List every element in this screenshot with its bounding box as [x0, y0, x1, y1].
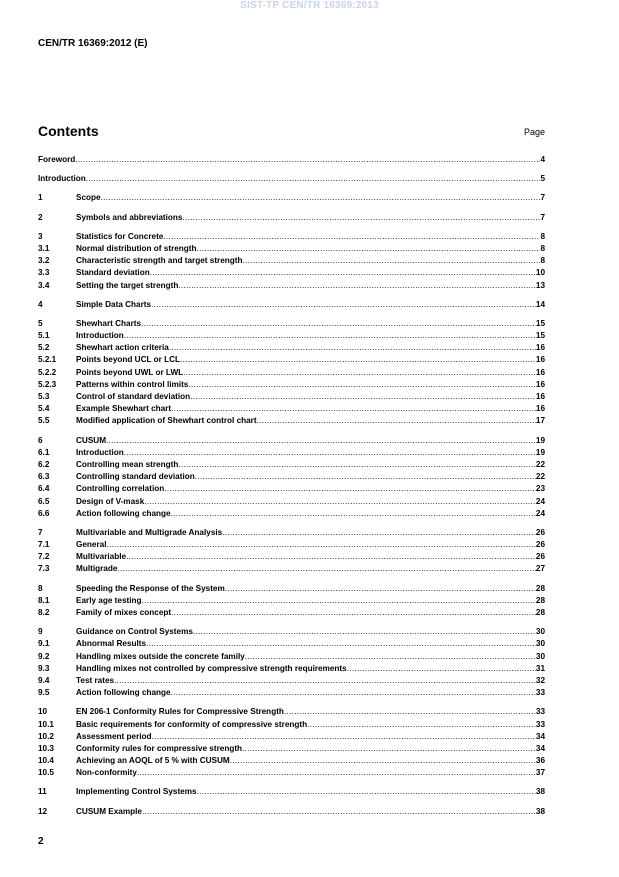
toc-entry[interactable] — [38, 380, 545, 392]
toc-entry[interactable] — [38, 596, 545, 608]
toc-entry-page: 36 — [535, 756, 545, 766]
toc-entry-number: 5.4 — [38, 404, 50, 414]
toc-entry-page: 13 — [535, 280, 545, 290]
toc-entry[interactable] — [38, 300, 545, 312]
toc-entry-number: 10.3 — [38, 743, 54, 753]
toc-entry-number: 9.4 — [38, 675, 50, 685]
toc-dot-leader — [242, 744, 536, 753]
toc-entry-title: General — [76, 540, 107, 550]
toc-entry-page: 26 — [535, 552, 545, 562]
toc-entry[interactable] — [38, 244, 545, 256]
toc-entry-number: 11 — [38, 787, 47, 797]
toc-entry-number: 10 — [38, 707, 48, 717]
toc-entry-title: Achieving an AOQL of 5 % with CUSUM — [76, 756, 230, 766]
toc-entry[interactable] — [38, 509, 545, 521]
toc-entry-title: CUSUM Example — [76, 806, 142, 816]
toc-entry[interactable] — [38, 676, 545, 688]
toc-entry-title: Basic requirements for conformity of compressive strength — [76, 719, 308, 729]
toc-entry-number: 10.4 — [38, 756, 54, 766]
toc-entry-title: Setting the target strength — [76, 280, 179, 290]
toc-entry[interactable] — [38, 174, 545, 186]
toc-entry-title: Design of V-mask — [76, 496, 145, 506]
toc-entry-title: Shewhart Charts — [76, 318, 142, 328]
toc-dot-leader — [178, 460, 536, 469]
toc-entry-page: 30 — [535, 627, 545, 637]
toc-entry[interactable] — [38, 484, 545, 496]
toc-entry-page: 16 — [535, 355, 545, 365]
toc-entry-title: Introduction — [38, 174, 86, 184]
toc-dot-leader — [180, 355, 536, 364]
toc-entry-page: 27 — [535, 564, 545, 574]
toc-dot-leader — [243, 256, 541, 265]
toc-entry-title: Early age testing — [76, 595, 142, 605]
toc-entry-title: Test rates — [76, 675, 115, 685]
toc-entry-page: 16 — [535, 392, 545, 401]
toc-entry-title: Handling mixes outside the concrete family — [76, 651, 245, 661]
toc-entry-title: Action following change — [76, 508, 171, 518]
toc-entry-page: 8 — [540, 256, 545, 266]
toc-entry-number: 1 — [38, 193, 43, 203]
toc-dot-leader — [164, 484, 536, 493]
toc-entry-number: 5 — [38, 318, 43, 328]
toc-entry[interactable] — [38, 639, 545, 651]
toc-dot-leader — [171, 688, 536, 697]
toc-entry-number: 6.4 — [38, 484, 50, 494]
toc-dot-leader — [197, 787, 536, 796]
toc-dot-leader — [141, 319, 536, 328]
toc-dot-leader — [146, 639, 536, 648]
toc-entry-number: 10.2 — [38, 731, 54, 741]
toc-entry-number: 7 — [38, 527, 43, 537]
toc-entry[interactable] — [38, 213, 545, 225]
toc-entry-number: 5.1 — [38, 331, 50, 341]
toc-entry-title: Shewhart action criteria — [76, 343, 169, 353]
toc-dot-leader — [163, 232, 540, 241]
toc-entry[interactable] — [38, 281, 545, 293]
toc-dot-leader — [124, 331, 536, 340]
toc-entry[interactable] — [38, 319, 545, 331]
toc-entry-number: 9.2 — [38, 651, 50, 661]
toc-entry-title: Example Shewhart chart — [76, 404, 172, 414]
toc-dot-leader — [75, 155, 540, 164]
toc-entry-number: 5.2.2 — [38, 367, 57, 377]
toc-entry[interactable] — [38, 627, 545, 639]
toc-entry-number: 6.2 — [38, 459, 50, 469]
toc-dot-leader — [151, 300, 536, 309]
toc-entry[interactable] — [38, 268, 545, 280]
toc-entry-number: 9.5 — [38, 688, 50, 698]
toc-entry-page: 22 — [535, 472, 545, 482]
toc-entry-page: 16 — [535, 367, 545, 377]
toc-entry-number: 5.3 — [38, 392, 50, 401]
toc-dot-leader — [183, 368, 536, 377]
toc-entry-title: Controlling mean strength — [76, 459, 179, 469]
toc-dot-leader — [257, 416, 536, 425]
toc-dot-leader — [137, 768, 536, 777]
toc-entry[interactable] — [38, 256, 545, 268]
toc-entry-page: 26 — [535, 527, 545, 537]
toc-entry-number: 9 — [38, 627, 43, 637]
toc-entry-title: Multigrade — [76, 564, 118, 574]
toc-entry-page: 38 — [535, 787, 545, 797]
toc-entry-title: Implementing Control Systems — [76, 787, 197, 797]
toc-entry-page: 7 — [540, 193, 545, 203]
toc-entry-page: 16 — [535, 404, 545, 414]
toc-entry-title: CUSUM — [76, 435, 107, 445]
toc-entry[interactable] — [38, 720, 545, 732]
toc-dot-leader — [222, 528, 536, 537]
toc-entry-number: 12 — [38, 806, 48, 816]
toc-entry-page: 23 — [535, 484, 545, 494]
toc-entry-title: Modified application of Shewhart control chart — [76, 416, 257, 426]
toc-entry-title: Action following change — [76, 688, 171, 698]
toc-dot-leader — [171, 509, 536, 518]
toc-entry-page: 16 — [535, 379, 545, 389]
toc-entry-title: Non-conformity — [76, 768, 137, 778]
toc-entry[interactable] — [38, 664, 545, 676]
toc-entry-page: 24 — [535, 496, 545, 506]
toc-entry-title: Introduction — [76, 447, 124, 457]
toc-dot-leader — [101, 193, 541, 202]
toc-dot-leader — [307, 720, 536, 729]
toc-dot-leader — [225, 584, 536, 593]
toc-entry-number: 8.1 — [38, 595, 50, 605]
toc-entry-number: 5.5 — [38, 416, 50, 426]
toc-entry[interactable] — [38, 540, 545, 552]
toc-dot-leader — [188, 380, 536, 389]
toc-entry-page: 5 — [540, 174, 545, 184]
toc-entry-title: Assessment period — [76, 731, 152, 741]
toc-dot-leader — [190, 392, 536, 401]
toc-dot-leader — [126, 552, 536, 561]
toc-entry-page: 38 — [535, 806, 545, 816]
toc-entry-page: 8 — [540, 231, 545, 241]
toc-entry[interactable] — [38, 707, 545, 719]
contents-heading: Contents — [38, 123, 99, 139]
toc-entry[interactable] — [38, 331, 545, 343]
toc-entry-number: 3.2 — [38, 256, 50, 266]
toc-dot-leader — [114, 676, 536, 685]
toc-entry[interactable] — [38, 460, 545, 472]
toc-entry-page: 30 — [535, 651, 545, 661]
toc-entry-page: 28 — [535, 583, 545, 593]
toc-entry-number: 10.1 — [38, 719, 54, 729]
toc-entry-number: 10.5 — [38, 768, 54, 778]
toc-entry-number: 6.3 — [38, 472, 50, 482]
toc-entry-title: Speeding the Response of the System — [76, 583, 225, 593]
toc-entry-number: 3.4 — [38, 280, 50, 290]
toc-dot-leader — [195, 472, 536, 481]
toc-entry-title: Statistics for Concrete — [76, 231, 164, 241]
toc-dot-leader — [230, 756, 536, 765]
toc-entry-number: 2 — [38, 212, 43, 222]
toc-dot-leader — [144, 497, 536, 506]
toc-dot-leader — [197, 244, 541, 253]
page-number: 2 — [38, 836, 44, 847]
toc-entry[interactable] — [38, 497, 545, 509]
toc-entry[interactable] — [38, 436, 545, 448]
toc-entry-page: 15 — [535, 318, 545, 328]
toc-dot-leader — [245, 652, 536, 661]
toc-entry[interactable] — [38, 528, 545, 540]
toc-entry-page: 8 — [540, 243, 545, 253]
toc-entry-page: 28 — [535, 595, 545, 605]
toc-entry-title: Handling mixes not controlled by compressive strength requirements — [76, 663, 347, 673]
toc-entry[interactable] — [38, 756, 545, 768]
toc-entry-page: 34 — [535, 743, 545, 753]
toc-entry-number: 9.1 — [38, 639, 50, 649]
toc-entry-number: 7.1 — [38, 540, 50, 550]
toc-entry-title: Points beyond UCL or LCL — [76, 355, 181, 365]
toc-entry-number: 6.6 — [38, 508, 50, 518]
toc-entry-title: Guidance on Control Systems — [76, 627, 193, 637]
toc-entry[interactable] — [38, 404, 545, 416]
toc-entry-title: Conformity rules for compressive strength — [76, 743, 243, 753]
toc-entry-number: 7.2 — [38, 552, 50, 562]
toc-entry-page: 31 — [535, 663, 545, 673]
toc-entry-page: 24 — [535, 508, 545, 518]
toc-entry-title: Family of mixes concept — [76, 608, 172, 617]
toc-entry-title: Normal distribution of strength — [76, 243, 197, 253]
toc-entry-page: 30 — [535, 639, 545, 649]
toc-entry-title: Control of standard deviation — [76, 392, 191, 401]
toc-entry[interactable] — [38, 355, 545, 367]
toc-entry-title: EN 206-1 Conformity Rules for Compressive Strength — [76, 707, 284, 717]
toc-entry-page: 19 — [535, 435, 545, 445]
toc-entry[interactable] — [38, 416, 545, 428]
toc-entry-number: 4 — [38, 299, 43, 309]
toc-dot-leader — [142, 596, 536, 605]
toc-entry[interactable] — [38, 472, 545, 484]
toc-entry-number: 6.5 — [38, 496, 50, 506]
toc-entry-title: Abnormal Results — [76, 639, 147, 649]
toc-entry-number: 8 — [38, 583, 43, 593]
toc-entry-page: 33 — [535, 688, 545, 698]
toc-dot-leader — [107, 540, 536, 549]
toc-entry-page: 33 — [535, 707, 545, 717]
page-column-label: Page — [523, 127, 545, 137]
toc-entry-page: 33 — [535, 719, 545, 729]
toc-entry-page: 14 — [535, 299, 545, 309]
toc-entry-page: 19 — [535, 447, 545, 457]
toc-entry[interactable] — [38, 343, 545, 355]
toc-entry-title: Introduction — [76, 331, 124, 341]
toc-entry[interactable] — [38, 448, 545, 460]
toc-entry-page: 26 — [535, 540, 545, 550]
toc-entry[interactable] — [38, 608, 545, 620]
toc-entry-title: Simple Data Charts — [76, 299, 152, 309]
toc-entry-number: 3 — [38, 231, 43, 241]
toc-entry-page: 22 — [535, 459, 545, 469]
toc-entry-number: 5.2.3 — [38, 379, 57, 389]
toc-entry[interactable] — [38, 584, 545, 596]
toc-dot-leader — [171, 608, 536, 617]
toc-entry-title: Multivariable and Multigrade Analysis — [76, 527, 223, 537]
toc-entry-number: 7.3 — [38, 564, 50, 574]
watermark: SIST-TP CEN/TR 16369:2013 — [240, 0, 379, 11]
toc-dot-leader — [117, 564, 535, 573]
toc-entry-number: 3.3 — [38, 268, 50, 278]
toc-entry-page: 16 — [535, 343, 545, 353]
toc-entry-title: Patterns within control limits — [76, 379, 189, 389]
toc-entry[interactable] — [38, 688, 545, 700]
toc-entry[interactable] — [38, 732, 545, 744]
toc-entry-number: 6.1 — [38, 447, 50, 457]
toc-entry[interactable] — [38, 232, 545, 244]
toc-entry-number: 3.1 — [38, 243, 50, 253]
toc-dot-leader — [124, 448, 536, 457]
toc-dot-leader — [106, 436, 536, 445]
toc-entry-number: 9.3 — [38, 663, 50, 673]
toc-entry-number: 5.2.1 — [38, 355, 57, 365]
toc-entry-title: Controlling correlation — [76, 484, 165, 494]
toc-dot-leader — [150, 268, 536, 277]
toc-entry-page: 17 — [535, 416, 545, 426]
toc-dot-leader — [142, 807, 536, 816]
toc-dot-leader — [86, 174, 541, 183]
toc-entry-page: 4 — [540, 155, 545, 164]
toc-entry-title: Multivariable — [76, 552, 127, 562]
toc-dot-leader — [193, 627, 536, 636]
toc-dot-leader — [171, 404, 536, 413]
toc-entry-title: Characteristic strength and target strength — [76, 256, 243, 266]
toc-entry-page: 37 — [535, 768, 545, 778]
toc-entry[interactable] — [38, 807, 545, 819]
toc-entry[interactable] — [38, 193, 545, 205]
toc-entry[interactable] — [38, 744, 545, 756]
document-id: CEN/TR 16369:2012 (E) — [38, 38, 148, 49]
toc-dot-leader — [347, 664, 536, 673]
toc-entry-page: 15 — [535, 331, 545, 341]
toc-entry-page: 28 — [535, 608, 545, 617]
toc-entry[interactable] — [38, 564, 545, 576]
toc-entry-page: 34 — [535, 731, 545, 741]
toc-entry[interactable] — [38, 652, 545, 664]
toc-entry-number: 5.2 — [38, 343, 50, 353]
toc-entry-title: Symbols and abbreviations — [76, 212, 183, 222]
toc-entry[interactable] — [38, 368, 545, 380]
toc-entry[interactable] — [38, 552, 545, 564]
toc-entry[interactable] — [38, 392, 545, 404]
toc-entry-number: 8.2 — [38, 608, 50, 617]
toc-dot-leader — [169, 343, 536, 352]
toc-dot-leader — [284, 707, 536, 716]
toc-entry-number: 6 — [38, 435, 43, 445]
toc-entry-title: Foreword — [38, 155, 76, 164]
toc-entry-page: 10 — [535, 268, 545, 278]
toc-entry-title: Standard deviation — [76, 268, 150, 278]
toc-entry-title: Points beyond UWL or LWL — [76, 367, 184, 377]
toc-entry-title: Scope — [76, 193, 101, 203]
table-of-contents — [38, 155, 545, 819]
toc-dot-leader — [182, 213, 540, 222]
toc-entry-page: 7 — [540, 212, 545, 222]
toc-entry-page: 32 — [535, 675, 545, 685]
toc-entry[interactable] — [38, 768, 545, 780]
toc-dot-leader — [178, 281, 536, 290]
toc-entry[interactable] — [38, 787, 545, 799]
toc-dot-leader — [152, 732, 536, 741]
toc-entry[interactable] — [38, 155, 545, 167]
toc-entry-title: Controlling standard deviation — [76, 472, 195, 482]
